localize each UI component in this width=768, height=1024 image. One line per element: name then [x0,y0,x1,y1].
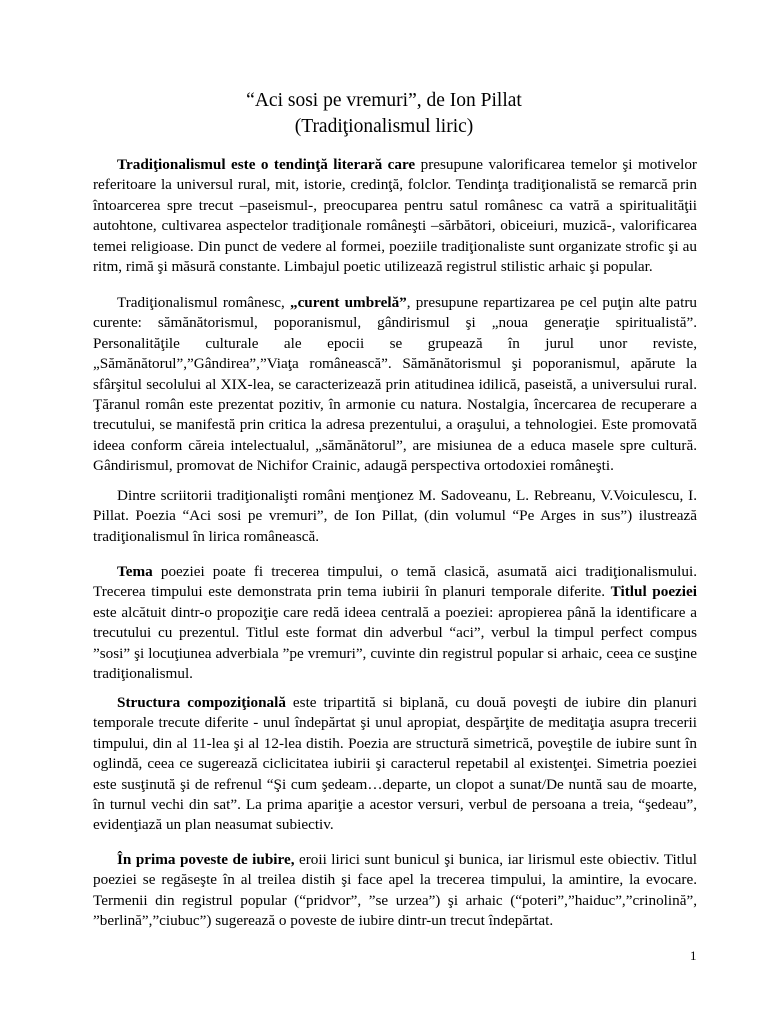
paragraph-umbrella-current: Tradiţionalismul românesc, „curent umbrelă”, presupune repartizarea pe cel puţin alte patru curente: sămănătorismul, poporanismul, gândirismul şi „noua generaţie spiritualistă”. Personalităţile culturale ale epocii se grupează în jurul unor reviste, „Sămănătorul”,”Gândirea”,”Viaţa românească”. Sămănătorismul şi poporanismul, apărute la sfârşitul secolului al XIX-lea, se caracterizează prin atitudinea idilică, paseistă, a universului rural. Ţăranul român este prezentat pozitiv, în armonie cu natura. Nostalgia, încercarea de recuperare a trecutului, se manifestă prin critica la adresa prezentului, a oraşului, a tehnologiei. Este promovată ideea conform căreia intelectualul, „sămănătorul”, are misiunea de a educa masele spre cultură. Gândirismul, promovat de Nichifor Crainic, adaugă perspectiva ortodoxiei româneşti. [93,294,697,475]
title-line-1: “Aci sosi pe vremuri”, de Ion Pillat [246,90,522,111]
paragraph-writers: Dintre scriitorii tradiţionalişti români menţionez M. Sadoveanu, L. Rebreanu, V.Voiculescu, I. Pillat. Poezia “Aci sosi pe vremuri”, de Ion Pillat, (din volumul “Pe Arges in sus”) ilustrează tradiţionalismul în lirica românească. [93,487,697,545]
paragraph-first-love-story: În prima poveste de iubire, eroii lirici sunt bunicul şi bunica, iar lirismul este obiectiv. Titlul poeziei se regăseşte în al treilea distih şi face apel la trecerea timpului, la amintire, la evocare. Termenii din registrul popular (“pridvor”, ”se urzea”) şi arhaic (“poteri”,”haiduc”,”crinolină”, ”berlină”,”ciubuc”) sugerează o poveste de iubire dintr-un trecut îndepărtat. [93,851,697,930]
page-number: 1 [690,948,697,963]
document-title [0,88,768,140]
paragraph-theme: Tema poeziei poate fi trecerea timpului, o temă clasică, asumată aici tradiţionalismului. Trecerea timpului este demonstrata prin tema iubirii în planuri temporale diferite. Titlul poeziei este alcătuit dintr-o propoziţie care redă ideea centrală a poeziei: apropierea până la identificare a trecutului cu prezentul. Titlul este format din adverbul “aci”, verbul la timpul perfect compus ”sosi” şi locuţiunea adverbiala ”pe vremuri”, cuvinte din registrul popular si arhaic, ceea ce susţine tradiţionalismul. [93,563,697,683]
title-line-2: (Tradiţionalismul liric) [294,116,474,137]
paragraph-traditionalism-definition: Tradiţionalismul este o tendinţă literară care presupune valorificarea temelor şi motivelor referitoare la universul rural, mit, istorie, credinţă, folclor. Tendinţa tradiţionalistă se remarcă prin întoarcerea spre trecut –paseismul-, preocuparea pentru satul românesc ca vatră a spiritualităţii autohtone, cultivarea aspectelor tradiţionale româneşti –sărbători, obiceiuri, muzică-, valorificarea temei religioase. Din punct de vedere al formei, poeziile tradiţionaliste sunt organizate strofic şi au ritm, rimă şi măsură constante. Limbajul poetic utilizează registrul stilistic arhaic şi popular. [93,156,697,276]
paragraph-structure: Structura compoziţională este tripartită si biplană, cu două poveşti de iubire din planuri temporale trecute diferite - unul îndepărtat şi unul apropiat, despărţite de meditaţia asupra trecerii timpului, din al 11-lea şi al 12-lea distih. Poezia are structură simetrică, poveştile de iubire sunt în oglindă, ceea ce sugerează ciclicitatea iubirii şi caracterul repetabil al existenţei. Simetria poeziei este susţinută şi de refrenul “Şi cum şedeam…departe, un clopot a sunat/De nuntă sau de moarte, în turnul vechi din sat”. La prima apariţie a acestor versuri, verbul de persoana a treia, “şedeau”, evidenţiază un plan neasumat subiectiv. [93,694,697,834]
